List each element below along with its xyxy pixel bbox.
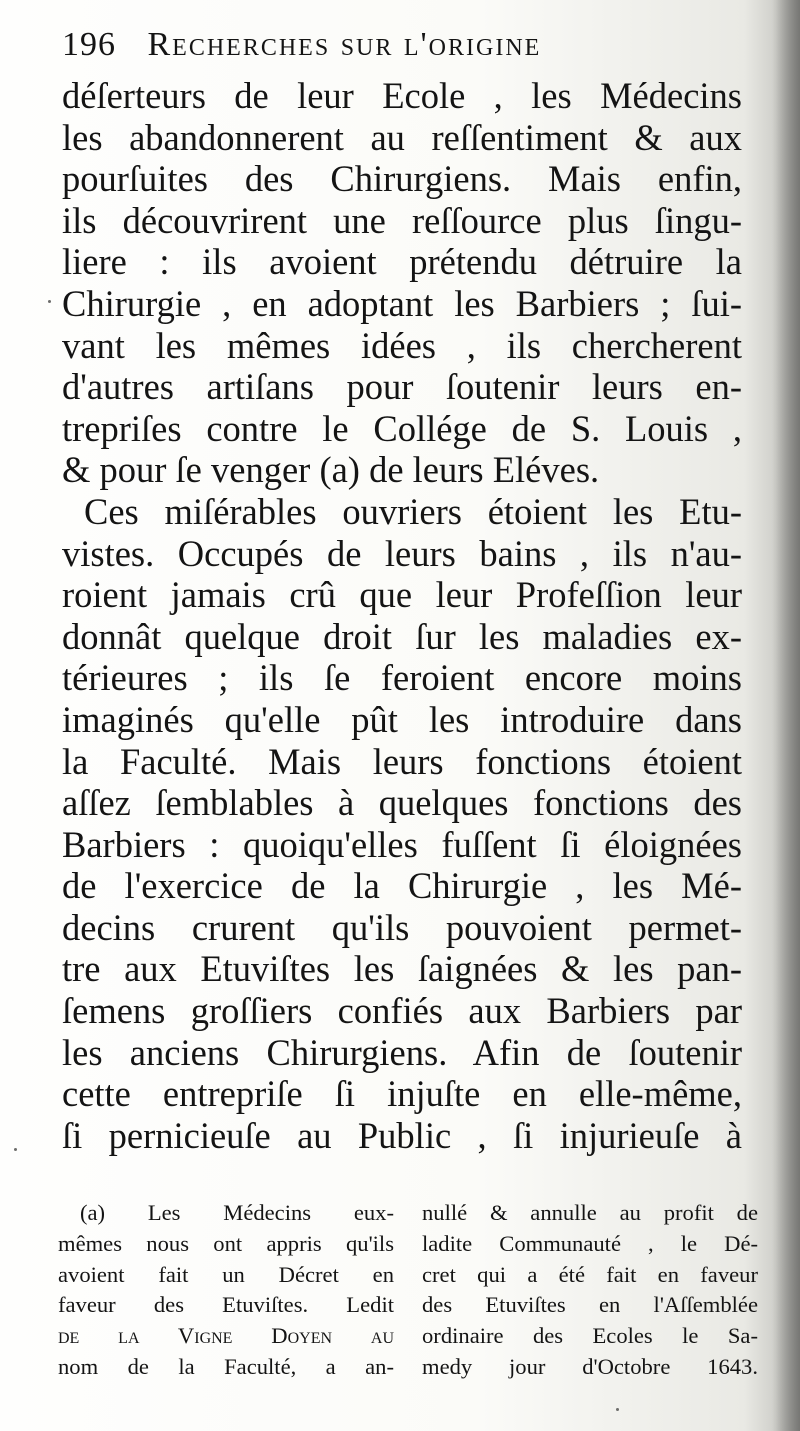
text-line: donnât quelque droit ſur les maladies ex- [62,615,742,657]
text-line: tre aux Etuviſtes les ſaignées & les pan- [62,948,742,990]
footnote-block [58,1198,758,1388]
scan-speck [14,1148,17,1151]
text-line: de l'exercice de la Chirurgie , les Mé- [62,865,742,907]
footnote-line: avoient fait un Décret en [58,1261,394,1287]
text-line: trepriſes contre le Collége de S. Louis , [62,407,742,449]
text-line: Barbiers : quoiqu'elles fuſſent ſi éloignées [62,823,742,865]
text-line: d'autres artiſans pour ſoutenir leurs en- [62,366,742,408]
text-line: Ces miſérables ouvriers étoient les Etu- [84,490,742,532]
text-line: la Faculté. Mais leurs fonctions étoient [62,740,742,782]
text-line: Chirurgie , en adoptant les Barbiers ; ſui- [62,282,742,324]
text-line: les anciens Chirurgiens. Afin de ſoutenir [62,1031,742,1073]
footnote-line: cret qui a été fait en faveur [422,1261,758,1287]
text-line: pourſuites des Chirurgiens. Mais enfin, [62,158,742,200]
text-line: ils découvrirent une reſſource plus ſingu- [62,199,742,241]
running-title: Recherches sur l'origine [147,26,542,63]
text-line: ſemens groſſiers confiés aux Barbiers par [62,990,742,1032]
page-number: 196 [62,26,116,63]
footnote-line: mêmes nous ont appris qu'ils [58,1230,394,1256]
text-line: vant les mêmes idées , ils chercherent [62,324,742,366]
text-line: les abandonnerent au reſſentiment & aux [62,116,742,158]
footnote-column-right [422,1198,758,1383]
footnote-line: nullé & annulle au profit de [422,1200,758,1225]
text-line: imaginés qu'elle pût les introduire dans [62,698,742,740]
scan-speck [48,300,51,303]
running-head [62,26,752,70]
text-line: decins crurent qu'ils pouvoient permet- [62,906,742,948]
footnote-line: ladite Communauté , le Dé- [422,1230,758,1256]
footnote-line: medy jour d'Octobre 1643. [422,1353,758,1379]
footnote-line: faveur des Etuviſtes. Ledit [58,1292,394,1318]
text-line: roient jamais crû que leur Profeſſion leur [62,574,742,616]
text-line: ſi pernicieuſe au Public , ſi injurieuſe à [62,1114,742,1156]
text-line: aſſez ſemblables à quelques fonctions des [62,782,742,824]
body-text [62,75,742,1156]
footnote-line: de la Vigne Doyen au [58,1323,394,1349]
footnote-column-left [58,1198,394,1383]
text-line: déſerteurs de leur Ecole , les Médecins [62,75,742,116]
text-line: & pour ſe venger (a) de leurs Eléves. [62,449,600,491]
footnote-line: des Etuviſtes en l'Aſſemblée [422,1292,758,1318]
footnote-line: (a) Les Médecins eux- [80,1200,394,1225]
footnote-line: nom de la Faculté, a an- [58,1353,394,1379]
text-line: vistes. Occupés de leurs bains , ils n'au- [62,532,742,574]
text-line: cette entrepriſe ſi injuſte en elle-même, [62,1073,742,1115]
footnote-line: ordinaire des Ecoles le Sa- [422,1323,758,1349]
text-line: térieures ; ils ſe feroient encore moins [62,657,742,699]
scan-speck [616,1408,619,1411]
text-line: liere : ils avoient prétendu détruire la [62,241,742,283]
